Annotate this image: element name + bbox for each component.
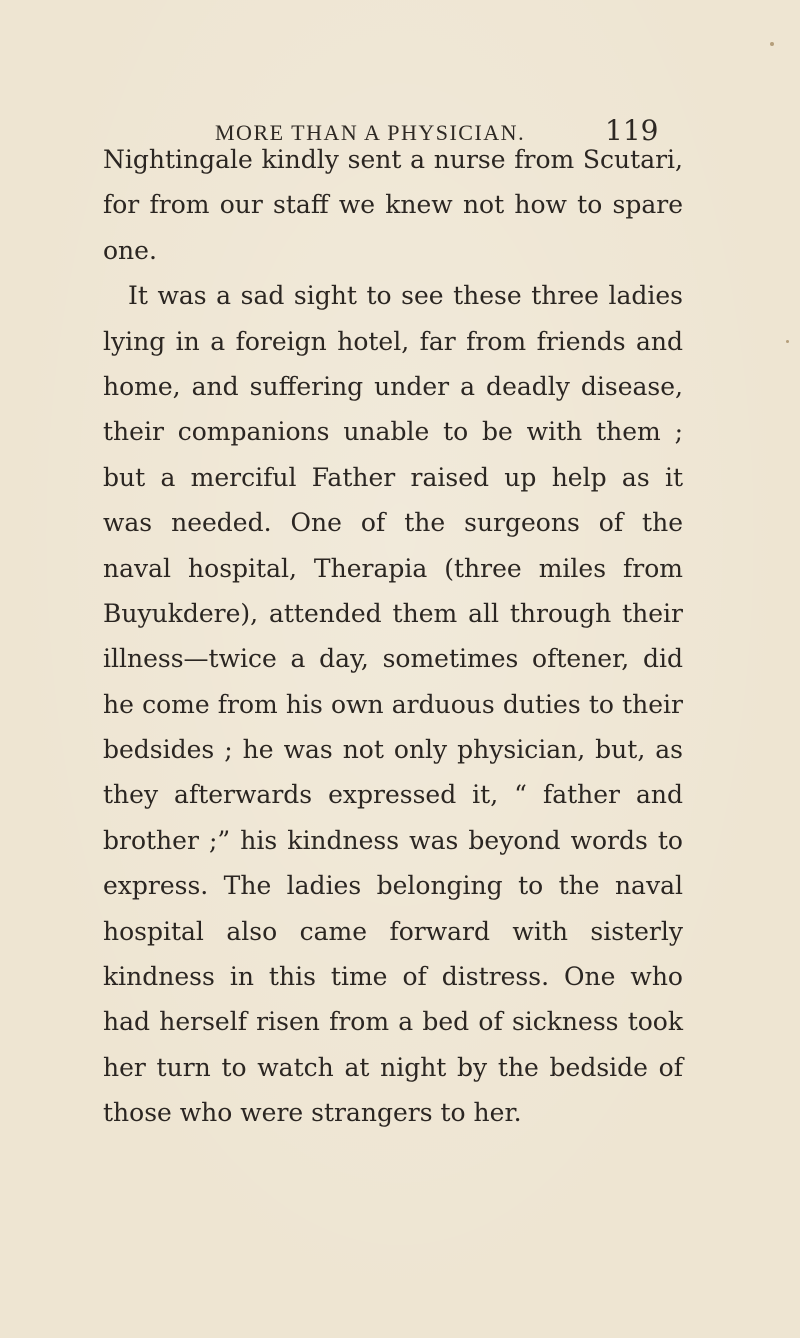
text-line: lying in a foreign hotel, far from friends and: [103, 326, 683, 356]
running-title: MORE THAN A PHYSICIAN.: [215, 120, 526, 145]
text-line: for from our staff we knew not how to spare: [103, 190, 683, 220]
text-line: he come from his own arduous duties to their: [103, 689, 683, 719]
text-line: they afterwards expressed it, “ father and: [103, 780, 683, 810]
text-line: had herself risen from a bed of sickness took: [103, 1007, 683, 1037]
text-line: bedsides ; he was not only physician, but, as: [103, 735, 683, 765]
body-text: [103, 137, 683, 1136]
text-line: brother ;” his kindness was beyond words to: [103, 825, 683, 855]
text-line: illness—twice a day, sometimes oftener, did: [103, 644, 683, 674]
text-line: kindness in this time of distress. One who: [103, 962, 683, 992]
text-line: her turn to watch at night by the bedside of: [103, 1052, 683, 1082]
page-number: 119: [605, 114, 659, 147]
text-line: was needed. One of the surgeons of the: [103, 508, 683, 538]
text-line: those who were strangers to her.: [103, 1098, 522, 1128]
text-line: their companions unable to be with them ;: [103, 417, 683, 447]
text-line: home, and suffering under a deadly disease,: [103, 371, 683, 401]
text-line: naval hospital, Therapia (three miles from: [103, 553, 683, 583]
text-line: express. The ladies belonging to the naval: [103, 871, 683, 901]
text-line: It was a sad sight to see these three ladies: [128, 281, 683, 311]
text-line: Buyukdere), attended them all through their: [103, 598, 683, 628]
text-line: Nightingale kindly sent a nurse from Scutari,: [103, 145, 683, 174]
paper-speck: [770, 42, 774, 46]
paper-speck: [786, 340, 789, 343]
text-line: one.: [103, 235, 157, 265]
text-line: but a merciful Father raised up help as it: [103, 462, 683, 492]
text-line: hospital also came forward with sisterly: [103, 916, 683, 946]
